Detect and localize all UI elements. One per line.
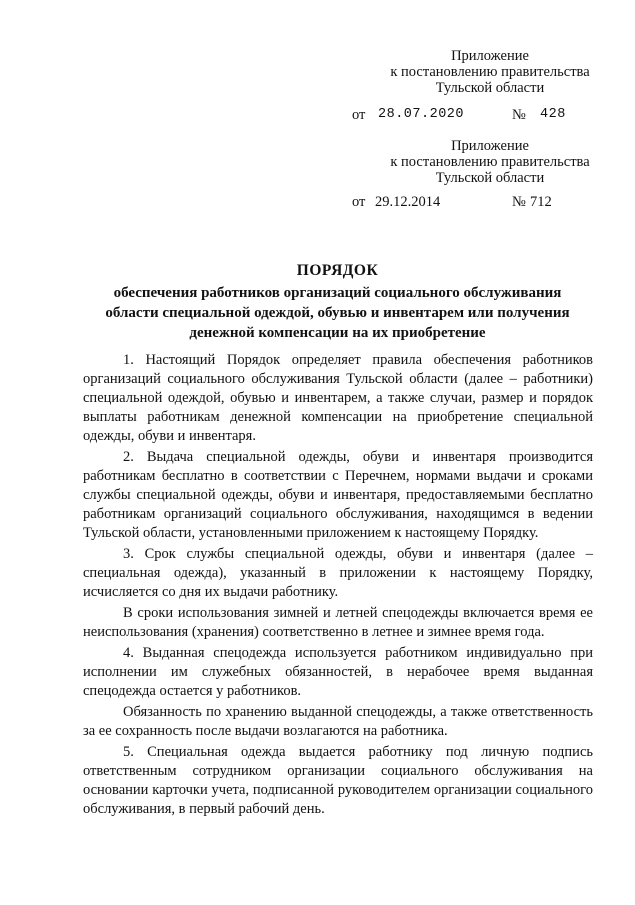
- title-subtitle-line: денежной компенсации на их приобретение: [189, 325, 486, 341]
- paragraph-4: 4. Выданная спецодежда используется работником индивидуально при исполнении им служебных обязанностей, в нерабочее время выданная спецодежда остается у работников.: [83, 645, 593, 699]
- appendix-header-new: [370, 48, 610, 96]
- paragraph-5: 5. Специальная одежда выдается работнику под личную подпись ответственным сотрудником организации социального обслуживания на основании карточки учета, подписанной руководителем организации социального обслуживания, в первый рабочий день.: [83, 744, 593, 817]
- number-label-new: №: [512, 107, 526, 123]
- appendix-header-old: [370, 138, 610, 186]
- paragraph-4-note: Обязанность по хранению выданной спецодежды, а также ответственность за ее сохранность после выдачи возлагаются на работника.: [83, 704, 593, 739]
- appendix-line: Приложение: [451, 138, 529, 154]
- paragraph-3: 3. Срок службы специальной одежды, обуви и инвентаря (далее – специальная одежда), указанный в приложении к настоящему Порядку, исчисляется со дня их выдачи работнику.: [83, 546, 593, 600]
- appendix-line: к постановлению правительства: [390, 64, 590, 80]
- paragraph-1: 1. Настоящий Порядок определяет правила обеспечения работников организаций социального обслуживания Тульской области (далее – работники) специальной одеждой, обувью и инвентарем, а также случаи, размер и порядок выплаты работникам денежной компенсации на приобретение специальной одежды, обуви и инвентаря.: [83, 352, 593, 444]
- paragraph-2: 2. Выдача специальной одежды, обуви и инвентаря производится работникам бесплатно в соответствии с Перечнем, нормами выдачи и сроками службы специальной одежды, обуви и инвентаря, предоставляемыми бесплатно работникам организаций социального обслуживания, находящимся в ведении Тульской области, установленными приложением к настоящему Порядку.: [83, 449, 593, 541]
- number-new: 428: [540, 107, 566, 122]
- appendix-line: Тульской области: [435, 170, 545, 186]
- date-label-old: от: [352, 194, 366, 210]
- date-new: 28.07.2020: [378, 107, 465, 122]
- appendix-line: Тульской области: [435, 80, 545, 96]
- number-label-old: №: [512, 194, 526, 210]
- title-subtitle-line: области специальной одеждой, обувью и инвентарем или получения: [105, 305, 570, 321]
- title-subtitle-line: обеспечения работников организаций социального обслуживания: [113, 285, 562, 301]
- date-label-new: от: [352, 107, 366, 123]
- appendix-line: Приложение: [451, 48, 529, 64]
- appendix-line: к постановлению правительства: [390, 154, 590, 170]
- number-old: 712: [530, 194, 552, 210]
- document-body: [83, 351, 593, 819]
- title-heading: ПОРЯДОК: [296, 262, 379, 279]
- document-title: [60, 261, 615, 343]
- paragraph-3-note: В сроки использования зимней и летней спецодежды включается время ее неиспользования (хранения) соответственно в летнее и зимнее время года.: [83, 605, 593, 640]
- date-old: 29.12.2014: [375, 194, 441, 210]
